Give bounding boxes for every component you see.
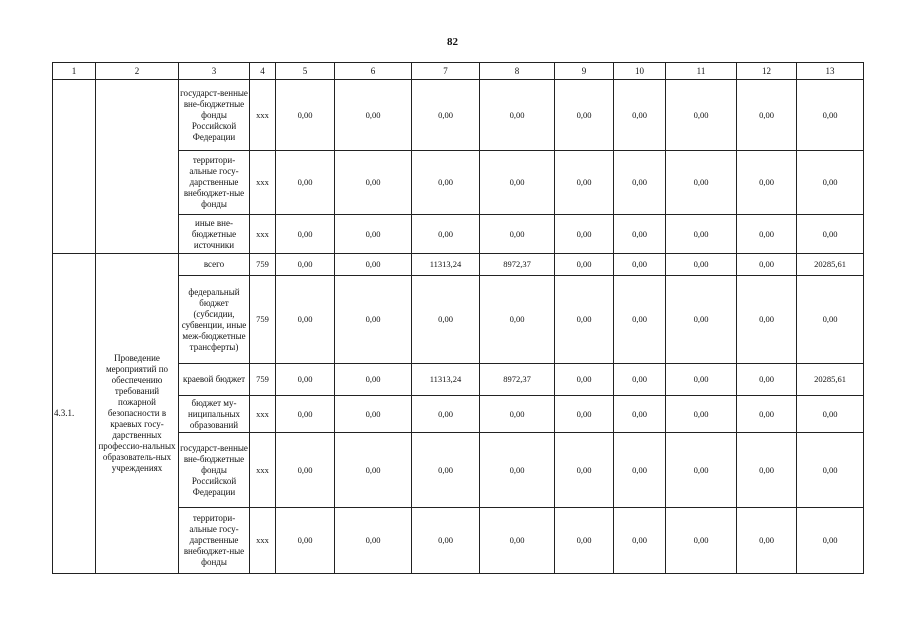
funding-source: федеральный бюджет (субсидии, субвенции, иные меж-бюджетные трансферты): [179, 276, 250, 364]
amount-cell: 0,00: [797, 80, 864, 151]
amount-cell: 0,00: [614, 396, 666, 433]
amount-cell: 11313,24: [412, 254, 480, 276]
amount-cell: 8972,37: [480, 254, 555, 276]
column-header: 10: [614, 63, 666, 80]
table-row: [53, 254, 864, 276]
budget-code: 759: [250, 364, 276, 396]
amount-cell: 0,00: [276, 80, 335, 151]
column-header: 8: [480, 63, 555, 80]
amount-cell: 0,00: [666, 396, 737, 433]
amount-cell: 0,00: [480, 215, 555, 254]
funding-source: бюджет му-ниципальных образований: [179, 396, 250, 433]
amount-cell: 0,00: [614, 364, 666, 396]
budget-code: ххх: [250, 396, 276, 433]
amount-cell: 0,00: [666, 276, 737, 364]
amount-cell: 0,00: [276, 215, 335, 254]
amount-cell: 0,00: [335, 433, 412, 508]
amount-cell: 0,00: [737, 151, 797, 215]
amount-cell: 0,00: [666, 364, 737, 396]
amount-cell: 0,00: [480, 80, 555, 151]
budget-code: ххх: [250, 151, 276, 215]
page-number: 82: [447, 36, 458, 48]
empty-name-cell: [96, 80, 179, 254]
budget-code: 759: [250, 276, 276, 364]
amount-cell: 20285,61: [797, 254, 864, 276]
amount-cell: 0,00: [555, 215, 614, 254]
amount-cell: 0,00: [335, 364, 412, 396]
amount-cell: 0,00: [555, 276, 614, 364]
column-number-row: [53, 63, 864, 80]
column-header: 12: [737, 63, 797, 80]
amount-cell: 0,00: [555, 396, 614, 433]
amount-cell: 0,00: [614, 508, 666, 574]
amount-cell: 0,00: [555, 254, 614, 276]
amount-cell: 0,00: [276, 254, 335, 276]
budget-code: ххх: [250, 433, 276, 508]
amount-cell: 0,00: [480, 433, 555, 508]
amount-cell: 0,00: [614, 276, 666, 364]
amount-cell: 0,00: [614, 151, 666, 215]
amount-cell: 0,00: [276, 508, 335, 574]
activity-name: Проведение мероприятий по обеспечению требований пожарной безопасности в краевых госу-дарственных профессио-нальных образователь-ных учреждениях: [96, 254, 179, 574]
funding-source: всего: [179, 254, 250, 276]
budget-code: 759: [250, 254, 276, 276]
empty-id-cell: [53, 80, 96, 254]
amount-cell: 0,00: [666, 508, 737, 574]
budget-table: [52, 62, 864, 574]
amount-cell: 0,00: [412, 215, 480, 254]
amount-cell: 0,00: [412, 433, 480, 508]
budget-code: ххх: [250, 80, 276, 151]
table-row: [53, 80, 864, 151]
funding-source: иные вне-бюджетные источники: [179, 215, 250, 254]
funding-source: государст-венные вне-бюджетные фонды Российской Федерации: [179, 80, 250, 151]
column-header: 5: [276, 63, 335, 80]
amount-cell: 0,00: [666, 433, 737, 508]
amount-cell: 8972,37: [480, 364, 555, 396]
amount-cell: 0,00: [276, 276, 335, 364]
amount-cell: 0,00: [412, 396, 480, 433]
amount-cell: 0,00: [666, 254, 737, 276]
amount-cell: 0,00: [737, 364, 797, 396]
column-header: 1: [53, 63, 96, 80]
amount-cell: 0,00: [335, 151, 412, 215]
amount-cell: 0,00: [555, 364, 614, 396]
budget-code: ххх: [250, 215, 276, 254]
amount-cell: 0,00: [614, 254, 666, 276]
amount-cell: 0,00: [335, 508, 412, 574]
column-header: 13: [797, 63, 864, 80]
funding-source: территори-альные госу-дарственные внебюджет-ные фонды: [179, 151, 250, 215]
amount-cell: 11313,24: [412, 364, 480, 396]
funding-source: краевой бюджет: [179, 364, 250, 396]
amount-cell: 0,00: [335, 396, 412, 433]
amount-cell: 0,00: [276, 364, 335, 396]
amount-cell: 0,00: [412, 508, 480, 574]
amount-cell: 0,00: [555, 151, 614, 215]
funding-source: государст-венные вне-бюджетные фонды Российской Федерации: [179, 433, 250, 508]
amount-cell: 0,00: [737, 215, 797, 254]
column-header: 9: [555, 63, 614, 80]
amount-cell: 0,00: [412, 80, 480, 151]
column-header: 3: [179, 63, 250, 80]
amount-cell: 0,00: [555, 508, 614, 574]
amount-cell: 0,00: [797, 276, 864, 364]
amount-cell: 0,00: [335, 254, 412, 276]
amount-cell: 0,00: [666, 80, 737, 151]
amount-cell: 0,00: [614, 215, 666, 254]
amount-cell: 0,00: [335, 80, 412, 151]
column-header: 4: [250, 63, 276, 80]
amount-cell: 0,00: [480, 508, 555, 574]
amount-cell: 0,00: [737, 508, 797, 574]
amount-cell: 0,00: [480, 396, 555, 433]
amount-cell: 0,00: [480, 151, 555, 215]
amount-cell: 0,00: [797, 151, 864, 215]
amount-cell: 0,00: [412, 276, 480, 364]
amount-cell: 0,00: [335, 215, 412, 254]
amount-cell: 0,00: [666, 215, 737, 254]
amount-cell: 0,00: [555, 80, 614, 151]
column-header: 6: [335, 63, 412, 80]
amount-cell: 0,00: [797, 433, 864, 508]
amount-cell: 0,00: [797, 508, 864, 574]
budget-code: ххх: [250, 508, 276, 574]
column-header: 2: [96, 63, 179, 80]
amount-cell: 0,00: [276, 396, 335, 433]
amount-cell: 0,00: [335, 276, 412, 364]
amount-cell: 20285,61: [797, 364, 864, 396]
amount-cell: 0,00: [666, 151, 737, 215]
amount-cell: 0,00: [737, 396, 797, 433]
activity-number: 4.3.1.: [53, 254, 96, 574]
amount-cell: 0,00: [614, 80, 666, 151]
amount-cell: 0,00: [555, 433, 614, 508]
amount-cell: 0,00: [737, 254, 797, 276]
amount-cell: 0,00: [797, 215, 864, 254]
amount-cell: 0,00: [797, 396, 864, 433]
amount-cell: 0,00: [276, 151, 335, 215]
amount-cell: 0,00: [412, 151, 480, 215]
column-header: 7: [412, 63, 480, 80]
amount-cell: 0,00: [276, 433, 335, 508]
funding-source: территори-альные госу-дарственные внебюджет-ные фонды: [179, 508, 250, 574]
amount-cell: 0,00: [614, 433, 666, 508]
amount-cell: 0,00: [737, 80, 797, 151]
column-header: 11: [666, 63, 737, 80]
amount-cell: 0,00: [480, 276, 555, 364]
amount-cell: 0,00: [737, 276, 797, 364]
amount-cell: 0,00: [737, 433, 797, 508]
